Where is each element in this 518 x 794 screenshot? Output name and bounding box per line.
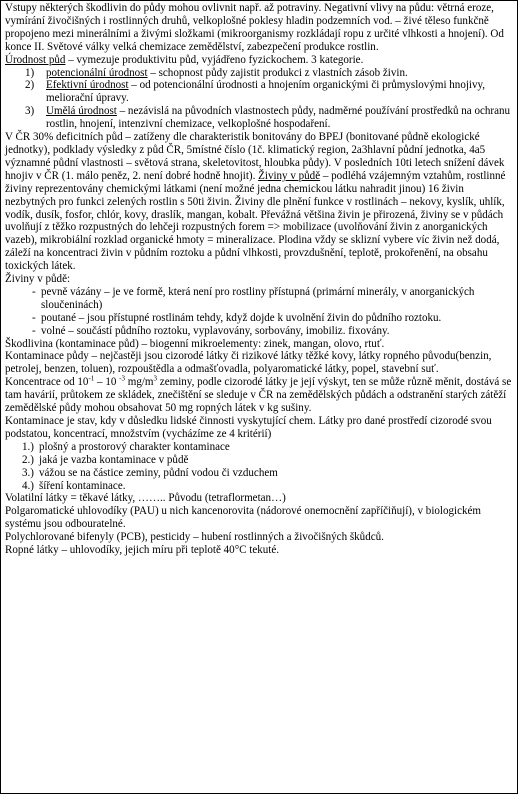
list-item bbox=[5, 79, 514, 105]
list-text: pevně vázány – je ve formě, která není pro rostliny přístupná (primární minerály, v anorganických sloučeninách) bbox=[41, 285, 475, 311]
paragraph-kontaminace-pudy: Kontaminace půdy – nejčastěji jsou cizorodé látky či rizikové látky těžké kovy, látky ropného původu(benzin, petrolej, benzen, toluen), rozpouštědla a odmašťovadla, polyaromatické látky, popel, stavební suť. bbox=[5, 350, 492, 376]
list-number: 1) bbox=[25, 66, 35, 79]
paragraph-volatilni: Volatilní látky = těkavé látky, …….. Původu (tetraflormetan…) bbox=[5, 492, 286, 505]
list-item bbox=[5, 441, 514, 454]
list-text: – nezávislá na původních vlastnostech půdy, nadměrné používání prostředků na ochranu rostlin, hnojení, intenzivní chemizace, velkoplošné hospodaření. bbox=[46, 105, 511, 131]
list-item bbox=[5, 480, 514, 493]
paragraph-intro: Vstupy některých škodlivin do půdy mohou ovlivnit např. až potraviny. Negativní vlivy na půdu: větrná eroze, vymírání živočišných i rostlinných druhů, velkoplošné poklesy hladin podzemních vod. – živé těleso funkčně propojeno mezi minerálními a živými složkami (mikroorganismy rozkládají ropu z určité vlhkosti a hnojení). Od konce II. Světové války velká chemizace zemědělství, zabezpečení produkce rostlin. bbox=[5, 2, 504, 53]
list-item bbox=[5, 467, 514, 480]
list-item bbox=[5, 325, 514, 338]
paragraph-kontaminace-stav: Kontaminace je stav, kdy v důsledku lidské činnosti vyskytující chem. Látky pro dané prostředí cizorodé svou podstatou, koncentrací, množstvím (vycházíme ze 4 kritérií) bbox=[5, 415, 492, 440]
list-item bbox=[5, 286, 514, 312]
list-bullet: - bbox=[32, 311, 36, 324]
heading-ziviny: Živiny v půdě bbox=[258, 169, 321, 182]
heading-urodnost: Úrodnost půd bbox=[5, 53, 66, 66]
paragraph-ropne: Ropné látky – uhlovodíky, jejich míru při teplotě 40°C tekuté. bbox=[5, 544, 279, 557]
conc-exponent: 3 bbox=[153, 374, 158, 383]
criteria-list bbox=[5, 441, 514, 493]
list-number: 2.) bbox=[22, 453, 34, 466]
list-bullet: - bbox=[32, 324, 36, 337]
paragraph-koncentrace bbox=[5, 376, 514, 415]
list-bullet: - bbox=[32, 285, 36, 298]
list-term: Umělá úrodnost bbox=[46, 105, 117, 118]
ziviny-text: – podléhá vzájemným vztahům, rostlinné živiny reprezentovány chemickými látkami (není možné jedna chemickou látku nahradit jinou) 16 živin nezbytných pro funkci zelených rostlin s 50ti živin. Živiny dle plnění funkce v rostlinách – nekovy, kyslík, uhlík, vodík, dusík, fosfor, chlór, kovy, draslík, mangan, kobalt. Převážná většina živin je přirozená, živiny se v půdách uvolňují z těžko rozpustných do lehčeji rozpustných forem => mobilizace (uvolňování živin z anorganických vazeb), mikrobiální rozklad organické hmoty = mineralizace. Plodina vždy se sklizní vybere víc živin než dodá, záleží na koncentraci živin v půdním roztoku a půdní vlhkosti, provzdušnění, teplotě, prokořenění, na obsahu toxických látek. bbox=[5, 169, 506, 273]
list-text: jaká je vazba kontaminace v půdě bbox=[39, 453, 189, 466]
urodnost-text: – vymezuje produktivitu půd, vyjádřeno fyzickochem. 3 kategorie. bbox=[65, 53, 364, 66]
list-text: – schopnost půdy zajistit produkci z vlastních zásob živin. bbox=[147, 66, 408, 79]
bpej-text: V ČR 30% deficitních půd – zatíženy dle charakteristik bonitovány do BPEJ (bonitované půdně ekologické jednotky), podklady výsledky z půd ČR, 5místné číslo (1č. klimatický region, 2a3hlavní půdní jednotka, 4a5 významné půdní vlastnosti – světová strana, skeletovitost, hloubka půdy). V posledních 10ti letech snížení dávek hnojiv v ČR (1. málo peněz, 2. není dobré hodně hnojit). bbox=[5, 131, 505, 182]
list-text: vážou se na částice zeminy, půdní vodou či vzduchem bbox=[39, 466, 278, 479]
conc-text: zeminy, podle cizorodé látky je její výskyt, ten se může různě měnit, dostává se tam havárií, průtokem ze skládek, znečištění se sleduje v ČR na zemědělských půdách a odstranění starých zátěží zemědělské půdy mohou obsahovat 50 mg ropných látek v kg sušiny. bbox=[5, 376, 512, 415]
list-item bbox=[5, 312, 514, 325]
list-text: – od potencionální úrodnosti a hnojením organickými či průmyslovými hnojivy, meliorační úpravy. bbox=[46, 79, 486, 105]
list-text: poutané – jsou přístupné rostlinám tehdy, když dojde k uvolnění živin do půdního roztoku. bbox=[41, 311, 442, 324]
conc-exponent: -1 bbox=[88, 374, 95, 383]
paragraph-urodnost bbox=[5, 54, 514, 67]
list-number: 4.) bbox=[22, 479, 34, 492]
list-text: šíření kontaminace. bbox=[39, 479, 126, 492]
list-item bbox=[5, 67, 514, 80]
list-term: potencionální úrodnost bbox=[46, 66, 148, 79]
list-text: plošný a prostorový charakter kontaminace bbox=[39, 440, 230, 453]
list-number: 2) bbox=[25, 79, 35, 92]
list-number: 3) bbox=[25, 105, 35, 118]
ziviny-list bbox=[5, 286, 514, 338]
conc-exponent: -3 bbox=[119, 374, 125, 383]
conc-text: – 10 bbox=[94, 376, 120, 389]
ziviny-intro: Živiny v půdě: bbox=[5, 273, 71, 286]
paragraph-bpej bbox=[5, 131, 514, 273]
urodnost-list bbox=[5, 67, 514, 132]
paragraph-pcb: Polychlorované bifenyly (PCB), pesticidy – hubení rostlinných a živočišných škůdců. bbox=[5, 531, 384, 544]
conc-text: Koncentrace od 10 bbox=[5, 376, 89, 389]
list-item bbox=[5, 105, 514, 131]
list-number: 3.) bbox=[22, 466, 34, 479]
list-text: volné – součástí půdního roztoku, vyplavovány, sorbovány, imobiliz. fixovány. bbox=[41, 324, 390, 337]
list-number: 1.) bbox=[22, 440, 34, 453]
paragraph-pau: Polgaromatické uhlovodíky (PAU) u nich kancenorovita (nádorové onemocnění zapříčiňují), v biologickém systému jsou odbouratelné. bbox=[5, 505, 482, 531]
conc-text: mg/m bbox=[124, 376, 154, 389]
list-term: Efektivní úrodnost bbox=[46, 79, 129, 92]
list-item bbox=[5, 454, 514, 467]
paragraph-skodlivina: Škodlivina (kontaminace půd) – biogenní mikroelementy: zinek, mangan, olovo, rtuť. bbox=[5, 337, 385, 350]
